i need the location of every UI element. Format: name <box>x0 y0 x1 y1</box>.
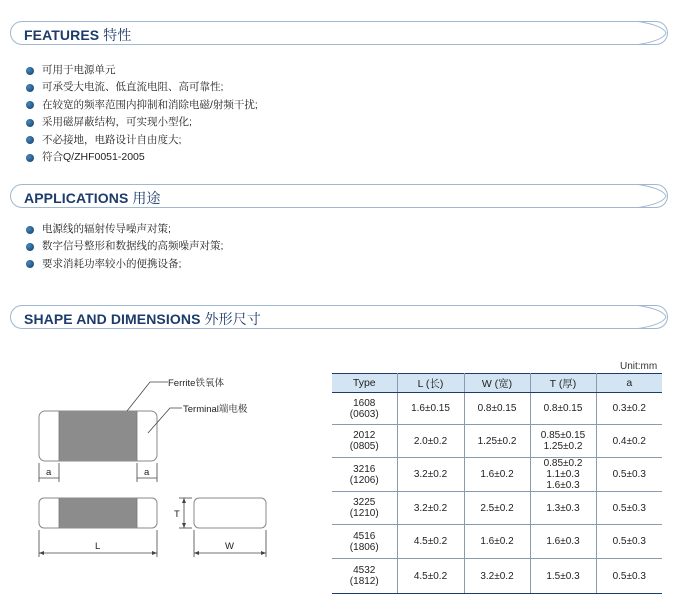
cell-text: 0.85±0.2 <box>543 458 583 469</box>
table-cell-type <box>332 458 397 492</box>
list-item: 不必接地，电路设计自由度大; <box>26 132 258 149</box>
ferrite-leader-line <box>127 382 168 411</box>
table-cell-L <box>397 425 464 458</box>
col-header-type: Type <box>332 374 397 393</box>
unit-label: Unit:mm <box>620 361 658 372</box>
table-cell-W <box>464 492 530 525</box>
shape-title-en: SHAPE AND DIMENSIONS <box>24 311 201 327</box>
cell-text: 1.6±0.2 <box>480 536 514 547</box>
cell-text: 4532 <box>353 565 376 576</box>
applications-title-en: APPLICATIONS <box>24 190 129 206</box>
cell-text: 1.1±0.3 <box>546 469 580 480</box>
table-cell-a <box>596 425 662 458</box>
table-cell-W <box>464 458 530 492</box>
cell-text: 0.8±0.15 <box>543 403 583 414</box>
table-cell-a <box>596 525 662 559</box>
table-cell-L <box>397 525 464 559</box>
cell-text: 0.3±0.2 <box>612 403 646 414</box>
cell-text: (1806) <box>349 541 379 553</box>
chip-dimension-drawing <box>0 0 330 611</box>
cell-text: 4.5±0.2 <box>413 536 448 547</box>
dim-T-label: T <box>174 509 180 520</box>
cell-text: 0.5±0.3 <box>612 570 646 582</box>
table-row <box>332 393 662 425</box>
table-row <box>332 458 662 492</box>
table-cell-a <box>596 559 662 594</box>
cell-text: 1.25±0.2 <box>477 435 517 447</box>
cell-text: 1.6±0.3 <box>546 480 580 491</box>
table-cell-T <box>530 425 596 458</box>
table-cell-T <box>530 458 596 492</box>
list-item: 电源线的辐射传导噪声对策; <box>26 221 223 238</box>
applications-title-cn: 用途 <box>132 190 161 206</box>
cell-text: 1.6±0.15 <box>411 403 450 414</box>
chip-side-view <box>39 498 157 528</box>
header-accent-icon <box>633 21 667 45</box>
dim-a-right-label: a <box>144 467 150 478</box>
list-item: 符合Q/ZHF0051-2005 <box>26 149 258 166</box>
cell-text: 3.2±0.2 <box>413 502 448 514</box>
cell-text: 0.85±0.15 <box>540 430 586 441</box>
col-header-L: L (长) <box>397 374 464 393</box>
table-row <box>332 492 662 525</box>
dim-a <box>39 463 157 482</box>
list-item: 在较宽的频率范围内抑制和消除电磁/射频干扰; <box>26 97 258 114</box>
cell-text: (0603) <box>349 408 379 420</box>
table-row <box>332 559 662 594</box>
cell-text: 2012 <box>353 430 376 441</box>
cell-text: 1.6±0.3 <box>546 536 580 547</box>
table-cell-W <box>464 393 530 425</box>
dim-W-label: W <box>225 541 234 552</box>
cell-text: 1.5±0.3 <box>546 570 580 582</box>
header-accent-icon <box>633 305 667 329</box>
cell-text: (1812) <box>349 576 379 587</box>
table-cell-T <box>530 492 596 525</box>
table-header-row <box>332 374 662 393</box>
features-title-en: FEATURES <box>24 27 100 43</box>
cell-text: 1.25±0.2 <box>543 441 583 452</box>
col-header-T: T (厚) <box>530 374 596 393</box>
dimensions-table <box>332 373 662 594</box>
table-cell-T <box>530 525 596 559</box>
dim-T <box>179 498 192 528</box>
cell-text: 0.5±0.3 <box>612 502 646 514</box>
cell-text: (1206) <box>349 474 379 486</box>
table-row <box>332 425 662 458</box>
header-accent-icon <box>633 184 667 208</box>
table-cell-a <box>596 458 662 492</box>
table-cell-a <box>596 393 662 425</box>
cell-text: (0805) <box>349 441 379 452</box>
cell-text: 3225 <box>353 497 376 508</box>
table-cell-T <box>530 559 596 594</box>
cell-text: 0.4±0.2 <box>612 435 646 447</box>
cell-text: 1.6±0.2 <box>480 469 514 480</box>
cell-text: 2.0±0.2 <box>413 435 448 447</box>
cell-text: 4516 <box>353 530 376 542</box>
table-cell-L <box>397 458 464 492</box>
table-cell-type <box>332 393 397 425</box>
cell-text: 3216 <box>353 463 376 475</box>
table-cell-T <box>530 393 596 425</box>
table-cell-W <box>464 559 530 594</box>
list-item: 可承受大电流、低直流电阻、高可靠性; <box>26 79 258 96</box>
list-item: 要求消耗功率较小的便携设备; <box>26 256 223 273</box>
cell-text: 1608 <box>353 397 376 409</box>
chip-end-view <box>194 498 266 528</box>
table-cell-W <box>464 525 530 559</box>
cell-text: 2.5±0.2 <box>480 502 514 514</box>
dim-L-label: L <box>95 541 101 552</box>
ferrite-body <box>59 411 137 461</box>
table-cell-type <box>332 492 397 525</box>
shape-title-cn: 外形尺寸 <box>204 311 261 327</box>
cell-text: (1210) <box>349 508 379 519</box>
table-cell-L <box>397 492 464 525</box>
list-item: 可用于电源单元 <box>26 62 258 79</box>
cell-text: 0.5±0.3 <box>612 536 646 547</box>
chip-top-view <box>39 411 157 461</box>
list-item: 采用磁屏蔽结构，可实现小型化; <box>26 114 258 131</box>
table-cell-W <box>464 425 530 458</box>
table-cell-type <box>332 425 397 458</box>
features-title-cn: 特性 <box>103 27 132 43</box>
cell-text: 1.3±0.3 <box>546 502 580 514</box>
table-cell-type <box>332 559 397 594</box>
cell-text: 3.2±0.2 <box>413 469 448 480</box>
terminal-label: Terminal端电极 <box>183 404 248 415</box>
cell-text: 0.5±0.3 <box>612 469 646 480</box>
cell-text: 0.8±0.15 <box>477 403 517 414</box>
cell-text: 4.5±0.2 <box>413 570 448 582</box>
cell-text: 3.2±0.2 <box>480 570 514 582</box>
dim-a-left-label: a <box>46 467 52 478</box>
col-header-a: a <box>596 374 662 393</box>
table-cell-type <box>332 525 397 559</box>
col-header-W: W (宽) <box>464 374 530 393</box>
ferrite-label: Ferrite铁氧体 <box>168 378 224 389</box>
table-cell-L <box>397 393 464 425</box>
table-cell-L <box>397 559 464 594</box>
table-cell-a <box>596 492 662 525</box>
list-item: 数字信号整形和数据线的高频噪声对策; <box>26 238 223 255</box>
table-row <box>332 525 662 559</box>
